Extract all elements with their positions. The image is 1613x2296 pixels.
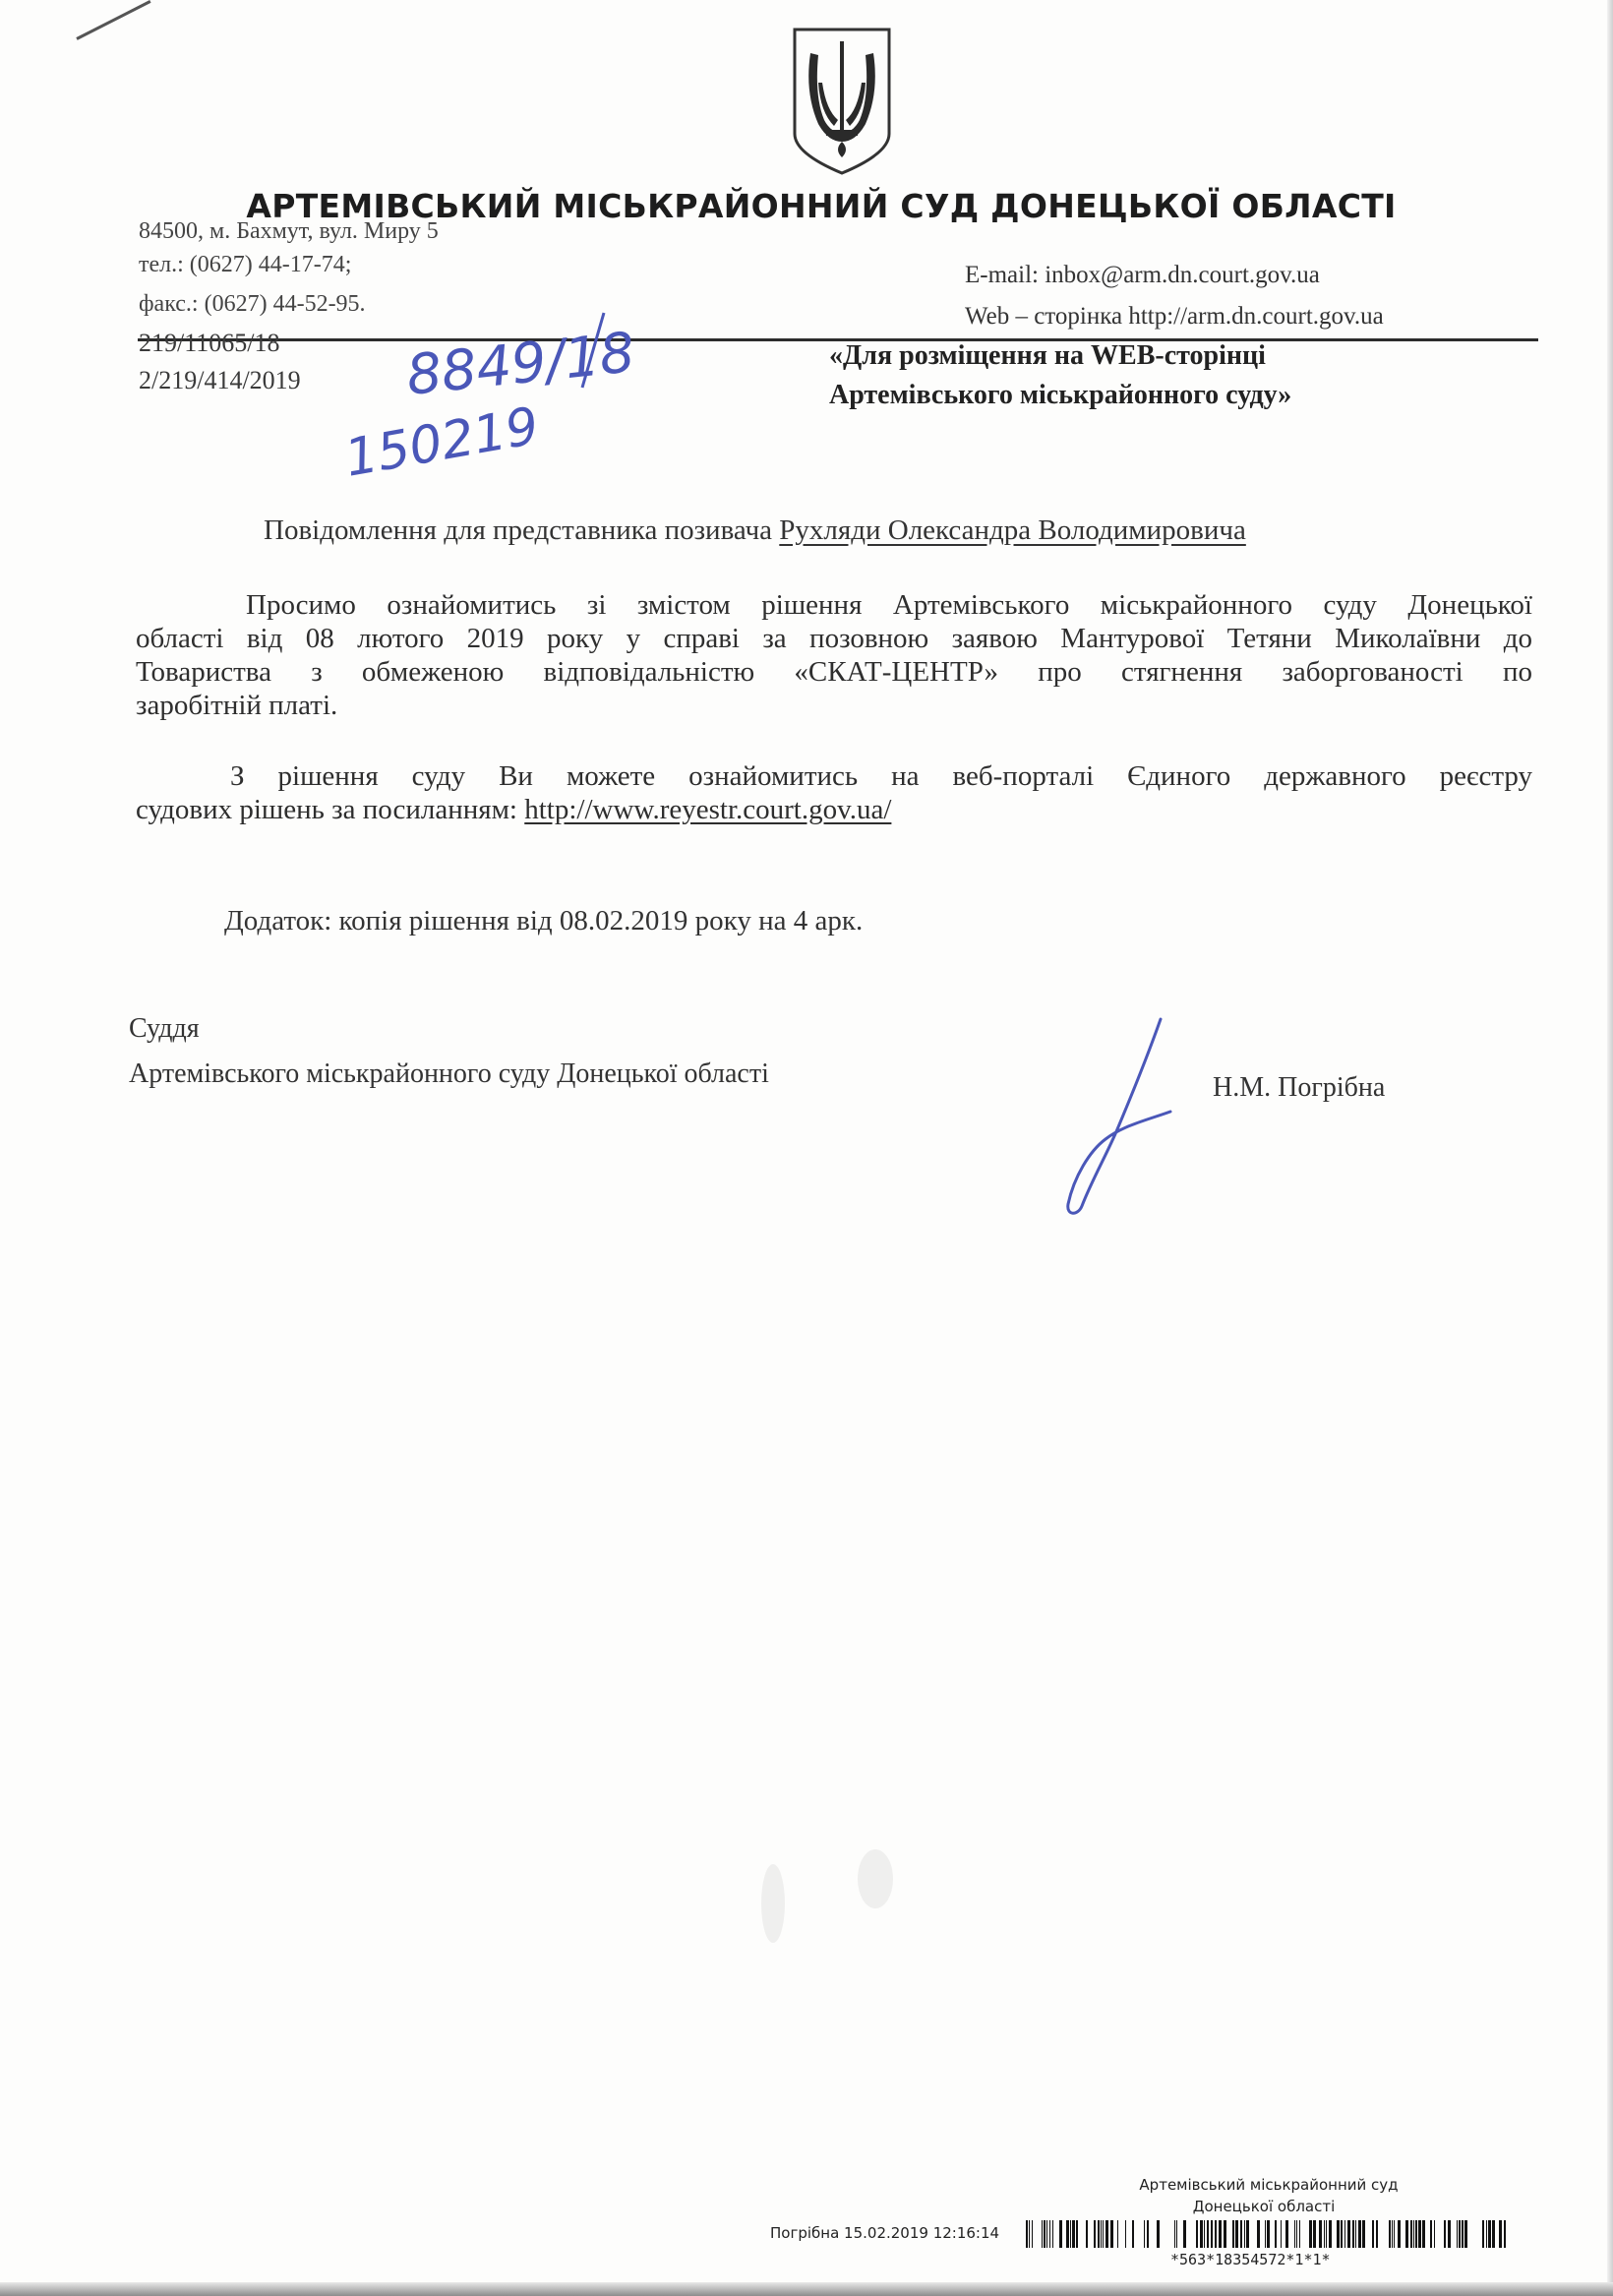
barcode-bar [1319,2220,1322,2248]
barcode-bar [1362,2220,1365,2248]
court-phone: тел.: (0627) 44-17-74; [139,252,352,277]
barcode [1026,2220,1508,2248]
barcode-bar [1265,2220,1266,2248]
barcode-bar [1347,2220,1350,2248]
barcode-bar [1204,2220,1205,2248]
case-number-2: 2/219/414/2019 [139,366,301,394]
barcode-bar [1244,2220,1245,2248]
barcode-bar [1132,2220,1134,2248]
judge-signature [1023,1013,1180,1220]
barcode-bar [1462,2220,1464,2248]
barcode-bar [1413,2220,1414,2248]
barcode-bar [1235,2220,1238,2248]
barcode-bar [1101,2220,1102,2248]
barcode-bar [1415,2220,1417,2248]
barcode-bar [1103,2220,1104,2248]
barcode-bar [1410,2220,1412,2248]
barcode-bar [1098,2220,1100,2248]
barcode-bar [1257,2220,1260,2248]
barcode-bar [1299,2220,1300,2248]
barcode-bar [1070,2220,1071,2248]
barcode-bar [1285,2220,1288,2248]
barcode-bar [1352,2220,1354,2248]
registry-link-prefix: судових рішень за посиланням: [136,794,525,825]
barcode-bar [1504,2220,1506,2248]
barcode-bar [1344,2220,1345,2248]
barcode-bar [1405,2220,1408,2248]
paragraph-1-line-3: Товариства з обмеженою відповідальністю «СКАТ-ЦЕНТР» про стягнення заборгованості по [136,656,1532,688]
barcode-number: *563*18354572*1*1* [1170,2251,1331,2268]
page-bottom-edge [0,2282,1613,2296]
barcode-bar [1358,2220,1361,2248]
barcode-bar [1066,2220,1069,2248]
body-paragraph-1 [136,588,1532,722]
barcode-bar [1232,2220,1234,2248]
barcode-bar [1147,2220,1149,2248]
barcode-bar [1183,2220,1186,2248]
barcode-bar [1174,2220,1175,2248]
barcode-bar [1376,2220,1378,2248]
case-number-1: 219/11065/18 [139,329,280,357]
handwritten-slash [578,311,608,390]
page-edge-shadow [1607,0,1613,2296]
barcode-bar [1094,2220,1096,2248]
barcode-bar [1110,2220,1113,2248]
registry-link[interactable]: http://www.reyestr.court.gov.ua/ [524,794,892,825]
barcode-bar [1372,2220,1374,2248]
pen-mark [76,0,150,40]
barcode-bar [1211,2220,1213,2248]
stamp-signed-by: Погрібна 15.02.2019 12:16:14 [770,2224,1000,2242]
stamp-court-line-1: Артемівський міськрайонний суд [1139,2176,1399,2194]
barcode-bar [1042,2220,1043,2248]
barcode-bar [1105,2220,1108,2248]
barcode-bar [1176,2220,1177,2248]
barcode-bar [1448,2220,1451,2248]
court-email: E-mail: inbox@arm.dn.court.gov.ua [965,262,1320,288]
paragraph-2-line-1: З рішення суду Ви можете ознайомитись на веб-порталі Єдиного державного реєстру [230,760,1532,792]
barcode-bar [1324,2220,1325,2248]
barcode-bar [1488,2220,1491,2248]
barcode-bar [1072,2220,1075,2248]
barcode-bar [1144,2220,1145,2248]
barcode-bar [1398,2220,1401,2248]
barcode-bar [1086,2220,1088,2248]
coat-of-arms-trident-icon [787,24,897,177]
barcode-bar [1240,2220,1242,2248]
handwritten-number-1: 8849/18 [403,321,638,408]
barcode-bar [1394,2220,1395,2248]
barcode-bar [1434,2220,1435,2248]
paragraph-1-line-4: заробітній платі. [136,690,338,721]
barcode-bar [1313,2220,1316,2248]
judge-title-line-2: Артемівського міськрайонного суду Донецької області [129,1058,769,1089]
barcode-bar [1309,2220,1312,2248]
web-placement-note-line-1: «Для розміщення на WEB-сторінці [829,340,1266,371]
barcode-bar [1341,2220,1343,2248]
paragraph-1-line-1: Просимо ознайомитись зі змістом рішення Артемівського міськрайонного суду Донецької [246,589,1532,621]
court-address: 84500, м. Бахмут, вул. Миру 5 [139,218,439,244]
barcode-bar [1294,2220,1295,2248]
stamp-court-line-2: Донецької області [1192,2198,1336,2215]
barcode-bar [1267,2220,1270,2248]
barcode-bar [1207,2220,1209,2248]
barcode-bar [1246,2220,1249,2248]
barcode-bar [1049,2220,1050,2248]
barcode-bar [1296,2220,1297,2248]
barcode-bar [1059,2220,1062,2248]
barcode-bar [1444,2220,1446,2248]
attachment-note: Додаток: копія рішення від 08.02.2019 року на 4 арк. [224,905,864,937]
court-web: Web – сторінка http://arm.dn.court.gov.ua [965,303,1384,330]
handwritten-number-2: 150219 [340,396,544,489]
paragraph-2-line-2 [136,793,1532,826]
barcode-bar [1486,2220,1487,2248]
barcode-bar [1459,2220,1461,2248]
barcode-bar [1482,2220,1484,2248]
barcode-bar [1355,2220,1356,2248]
paper-smudge [858,1849,893,1908]
barcode-bar [1219,2220,1222,2248]
barcode-bar [1281,2220,1282,2248]
barcode-bar [1224,2220,1226,2248]
barcode-bar [1200,2220,1203,2248]
barcode-bar [1326,2220,1327,2248]
barcode-bar [1157,2220,1160,2248]
barcode-bar [1046,2220,1047,2248]
barcode-bar [1499,2220,1502,2248]
notice-heading [264,514,1246,547]
court-name: АРТЕМІВСЬКИЙ МІСЬКРАЙОННИЙ СУД ДОНЕЦЬКОЇ ОБЛАСТІ [246,187,1397,225]
body-paragraph-2 [136,759,1532,826]
web-placement-note-line-2: Артемівського міськрайонного суду» [829,380,1292,410]
barcode-bar [1052,2220,1053,2248]
barcode-bar [1026,2220,1028,2248]
barcode-bar [1215,2220,1217,2248]
notice-prefix: Повідомлення для представника позивача [264,514,780,546]
barcode-bar [1329,2220,1332,2248]
barcode-bar [1032,2220,1033,2248]
barcode-bar [1275,2220,1277,2248]
barcode-bar [1337,2220,1340,2248]
judge-title-line-1: Суддя [129,1013,200,1044]
barcode-bar [1422,2220,1425,2248]
court-fax: факс.: (0627) 44-52-95. [139,291,366,317]
paragraph-1-line-2: області від 08 лютого 2019 року у справі за позовною заявою Мантурової Тетяни Миколаївни до [136,623,1532,654]
barcode-bar [1117,2220,1118,2248]
recipient-name: Рухляди Олександра Володимировича [779,514,1246,546]
barcode-bar [1392,2220,1393,2248]
barcode-bar [1418,2220,1421,2248]
judge-name: Н.М. Погрібна [1213,1072,1386,1103]
barcode-bar [1196,2220,1198,2248]
barcode-bar [1044,2220,1045,2248]
barcode-bar [1076,2220,1078,2248]
barcode-bar [1430,2220,1432,2248]
barcode-bar [1492,2220,1495,2248]
paper-smudge [761,1864,785,1943]
barcode-bar [1125,2220,1126,2248]
barcode-bar [1457,2220,1458,2248]
barcode-bar [1029,2220,1030,2248]
barcode-bar [1464,2220,1467,2248]
barcode-bar [1389,2220,1391,2248]
